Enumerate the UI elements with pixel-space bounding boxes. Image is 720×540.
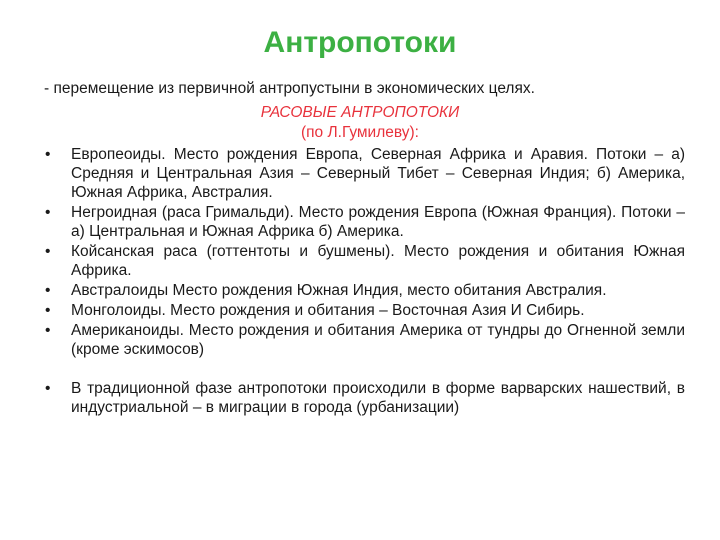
list-item [45,281,685,300]
list-item-text: . Место рождения Европа, Северная Африка и Аравия. Потоки – а) Средняя и Центральная Азия – Северный Тибет – Северная Индия; б) Америка, Южная Африка, Австралия. [71,146,685,201]
bullet-icon: • [45,302,51,319]
bullet-icon: • [45,204,51,221]
page-title: Антропотоки [263,26,457,59]
list-item-text: . Место рождения и обитания – Восточная Азия И Сибирь. [161,302,585,319]
list-item [45,203,685,241]
bullet-icon: • [45,322,51,339]
list-item-text: В традиционной фазе антропотоки происходили в форме варварских нашествий, в индустриальной – в миграции в города (урбанизации) [71,380,685,416]
list-item [45,301,685,320]
list-item-term: Европеоиды [71,146,162,163]
section-subheading: (по Л.Гумилеву): [301,124,419,141]
bullet-icon: • [45,282,51,299]
list-item-text: Место рождения Южная Индия, место обитания Австралия. [168,282,607,299]
list-item [45,321,685,359]
list-item [45,242,685,280]
races-list [45,145,685,418]
list-item-term: Австралоиды [71,282,169,299]
list-item-text: (раса Гримальди). Место рождения Европа (Южная Франция). Потоки – а) Центральная и Южная Африка б) Америка. [71,204,685,240]
list-item-term: Монголоиды [71,302,162,319]
list-item-term: Американоиды [71,322,180,339]
list-item-term: Койсанская раса [71,243,198,260]
list-item-text: . Место рождения и обитания Америка от тундры до Огненной земли (кроме эскимосов) [71,322,685,358]
section-heading: РАСОВЫЕ АНТРОПОТОКИ [260,104,460,121]
list-item-text: (готтентоты и бушмены). Место рождения и обитания Южная Африка. [71,243,685,279]
list-item-term: Негроидная [71,204,157,221]
list-item-conclusion [45,379,685,417]
list-item [45,145,685,202]
bullet-icon: • [45,146,51,163]
bullet-icon: • [45,243,51,260]
subtitle: - перемещение из первичной антропустыни в экономических целях. [44,80,535,97]
bullet-icon: • [45,380,51,397]
